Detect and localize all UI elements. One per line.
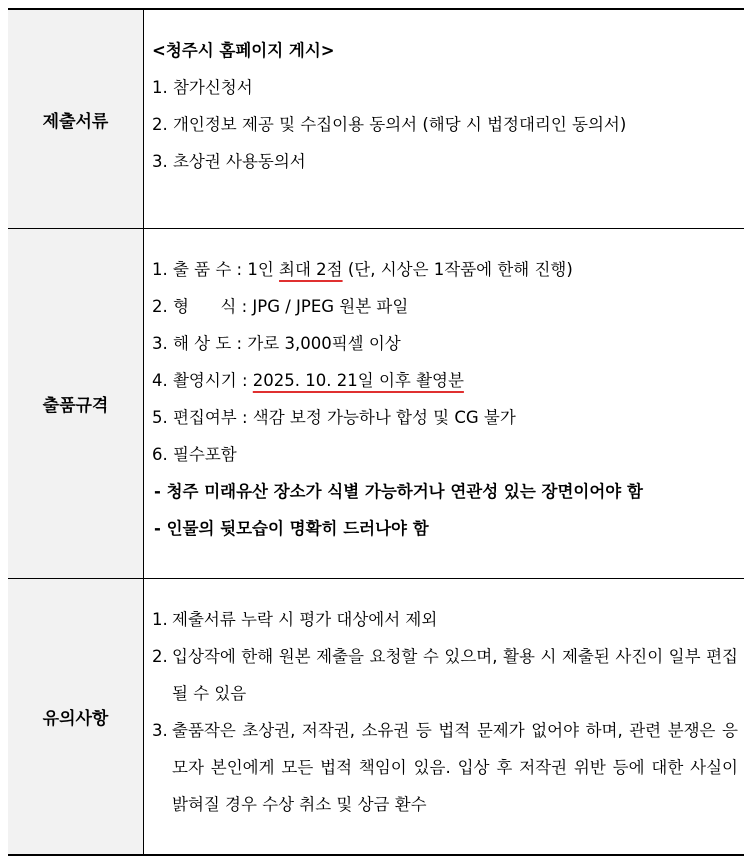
row-header-notes: 유의사항	[8, 579, 144, 856]
spec-required: 6. 필수포함	[152, 445, 237, 464]
spec-format: 2. 형 식 : JPG / JPEG 원본 파일	[152, 297, 409, 316]
spec-period-date: 2025. 10. 21일 이후 촬영분	[252, 371, 464, 390]
row-submission-documents	[8, 9, 744, 229]
note-item	[152, 601, 744, 638]
note-item	[152, 638, 744, 712]
required-item: - 인물의 뒷모습이 명확히 드러나야 함	[154, 519, 429, 538]
submission-item: 2. 개인정보 제공 및 수집이용 동의서 (해당 시 법정대리인 동의서)	[152, 115, 627, 134]
spec-entries-suffix: (단, 시상은 1작품에 한해 진행)	[342, 260, 573, 279]
note-number: 2.	[152, 647, 168, 666]
spec-period-prefix: 4. 촬영시기 :	[152, 371, 253, 390]
spec-editing: 5. 편집여부 : 색감 보정 가능하나 합성 및 CG 불가	[152, 408, 516, 427]
row-notes	[8, 579, 744, 856]
specs-content	[144, 229, 745, 579]
spec-entries	[152, 251, 744, 288]
row-header-specs: 출품규격	[8, 229, 144, 579]
submission-item: 3. 초상권 사용동의서	[152, 152, 306, 171]
submission-content	[144, 9, 745, 229]
required-item: - 청주 미래유산 장소가 식별 가능하거나 연관성 있는 장면이어야 함	[154, 482, 643, 501]
submission-title: <청주시 홈페이지 게시>	[152, 41, 335, 60]
row-header-submission: 제출서류	[8, 9, 144, 229]
notes-content	[144, 579, 745, 856]
row-entry-specs	[8, 229, 744, 579]
submission-item: 1. 참가신청서	[152, 78, 253, 97]
note-text: 제출서류 누락 시 평가 대상에서 제외	[172, 610, 438, 629]
note-text: 입상작에 한해 원본 제출을 요청할 수 있으며, 활용 시 제출된 사진이 일부 편집될 수 있음	[172, 647, 738, 703]
note-number: 1.	[152, 610, 168, 629]
spec-entries-limit: 최대 2점	[279, 260, 343, 279]
spec-entries-prefix: 1. 출 품 수 : 1인	[152, 260, 280, 279]
info-table	[8, 8, 744, 856]
note-text: 출품작은 초상권, 저작권, 소유권 등 법적 문제가 없어야 하며, 관련 분쟁은 응모자 본인에게 모든 법적 책임이 있음. 입상 후 저작권 위반 등에 대한 사실이 밝혀질 경우 수상 취소 및 상금 환수	[172, 721, 738, 814]
spec-resolution: 3. 해 상 도 : 가로 3,000픽셀 이상	[152, 334, 401, 353]
note-number: 3.	[152, 721, 168, 740]
spec-period	[152, 362, 744, 399]
note-item	[152, 712, 744, 823]
